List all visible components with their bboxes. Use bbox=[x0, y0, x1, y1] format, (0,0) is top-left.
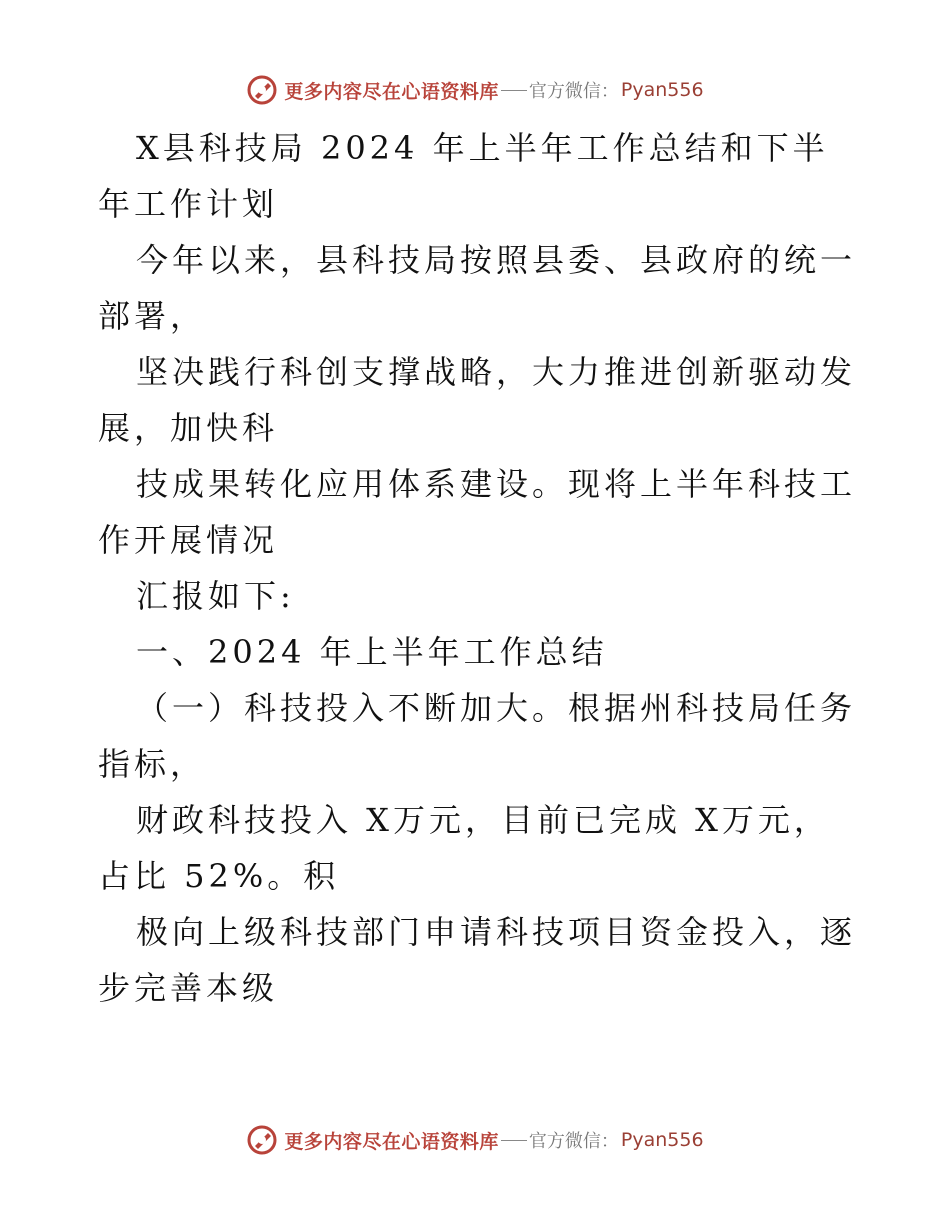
header-wechat-label: 官方微信： bbox=[528, 81, 619, 102]
paragraph: 技成果转化应用体系建设。现将上半年科技工作开展情况 bbox=[98, 465, 857, 559]
brand-logo-icon bbox=[246, 74, 278, 106]
footer-dash-divider bbox=[501, 1140, 527, 1141]
header-watermark-banner bbox=[0, 70, 950, 110]
paragraph: 汇报如下: bbox=[136, 577, 295, 615]
paragraph: 极向上级科技部门申请科技项目资金投入，逐步完善本级 bbox=[98, 913, 857, 1007]
paragraph: 坚决践行科创支撑战略，大力推进创新驱动发展，加快科 bbox=[98, 353, 857, 447]
header-wechat-id: Pyan556 bbox=[620, 79, 704, 101]
header-brand-text: 更多内容尽在心语资料库 bbox=[284, 80, 499, 103]
paragraph: （一）科技投入不断加大。根据州科技局任务指标， bbox=[98, 689, 857, 783]
brand-logo-icon bbox=[246, 1124, 278, 1156]
footer-wechat-id: Pyan556 bbox=[620, 1129, 704, 1151]
paragraph: 财政科技投入 X万元，目前已完成 X万元，占比 52%。积 bbox=[98, 801, 830, 895]
document-title: X县科技局 2024 年上半年工作总结和下半年工作计划 bbox=[98, 129, 829, 223]
footer-watermark-banner bbox=[0, 1120, 950, 1160]
paragraph: 今年以来，县科技局按照县委、县政府的统一部署， bbox=[98, 241, 857, 335]
footer-brand-text: 更多内容尽在心语资料库 bbox=[284, 1130, 499, 1153]
section-heading: 一、2024 年上半年工作总结 bbox=[136, 633, 608, 671]
document-body bbox=[98, 120, 858, 1016]
header-dash-divider bbox=[501, 90, 527, 91]
footer-wechat-label: 官方微信： bbox=[528, 1131, 619, 1152]
